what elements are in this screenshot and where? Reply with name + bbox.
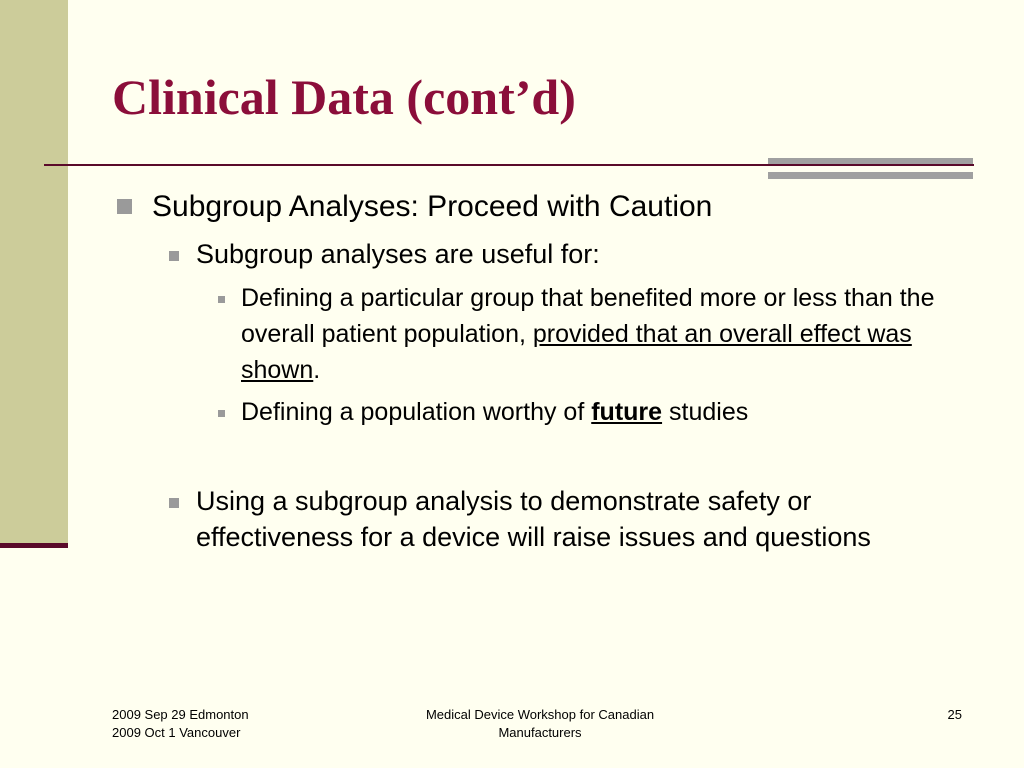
square-bullet-icon: [218, 296, 225, 303]
footer-dates: [112, 706, 249, 742]
footer-workshop-line2: Manufacturers: [498, 725, 582, 740]
bullet-text-end: .: [313, 356, 321, 384]
bullet-text-end: studies: [662, 398, 749, 426]
bullet-level1: Subgroup Analyses: Proceed with Caution: [152, 190, 713, 223]
square-bullet-icon: [218, 410, 225, 417]
bullet-text: Defining a particular group that benefited more or less than the overall patient population,: [241, 284, 935, 348]
footer-workshop-line1: Medical Device Workshop for Canadian: [425, 707, 655, 722]
bullet-level3-future-studies: [241, 394, 971, 430]
bullet-level2-subgroup-safety: Using a subgroup analysis to demonstrate safety or effectiveness for a device will raise issues and questions: [196, 486, 871, 552]
emphasized-word: future: [591, 398, 663, 426]
footer-date-vancouver: 2009 Oct 1 Vancouver: [112, 725, 241, 740]
footer-date-edmonton: 2009 Sep 29 Edmonton: [112, 707, 249, 722]
footer-workshop-title: [380, 706, 700, 742]
square-bullet-icon: [117, 199, 132, 214]
square-bullet-icon: [169, 498, 179, 508]
bullet-text: Defining a population worthy of: [241, 398, 592, 426]
square-bullet-icon: [169, 251, 179, 261]
slide-title: Clinical Data (cont’d): [112, 69, 576, 125]
underlined-phrase: provided that an overall effect was shown: [241, 320, 912, 384]
bullet-level3-particular-group: [241, 280, 971, 388]
slide-number: 25: [947, 707, 962, 722]
bullet-level2-useful-for: Subgroup analyses are useful for:: [196, 239, 600, 269]
